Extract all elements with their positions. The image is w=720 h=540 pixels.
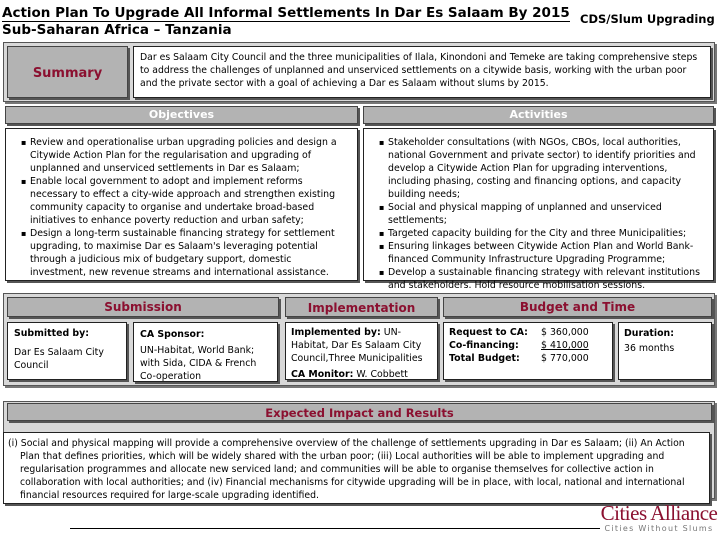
submitted-by-box xyxy=(7,322,127,380)
implemented-by-value: UN-Habitat, Dar Es Salaam City Council,Three Municipalities xyxy=(291,327,423,364)
page-title: Action Plan To Upgrade All Informal Settlements In Dar Es Salaam By 2015 xyxy=(2,5,570,21)
logo-tagline: Cities Without Slums xyxy=(604,524,714,533)
request-label: Request to CA: xyxy=(449,327,528,338)
implemented-by xyxy=(291,326,432,365)
logo-name: Cities Alliance xyxy=(600,501,718,525)
activity-item: ▪ Social and physical mapping of unplanned and unserviced settlements; xyxy=(388,201,709,227)
objective-item: ▪ Enable local government to adopt and implement reforms necessary to effect a city-wide approach and strengthen existing community capacity to organise and undertake broad-based initiatives to enhance poverty reduction and urban safety; xyxy=(30,175,349,227)
activity-item: ▪ Stakeholder consultations (with NGOs, CBOs, local authorities, national Government and private sector) to identify priorities and develop a Citywide Action Plan for upgrading interventions, including phasing, costing and financing options, and capacity building needs; xyxy=(388,136,709,201)
summary-text: Dar es Salaam City Council and the three municipalities of Ilala, Kinondoni and Temeke are taking comprehensive steps to address the challenges of unplanned and unserviced settlements on a citywide basis, working with the urban poor and the private sector with a goal of achieving a Dar es Salaam without slums by 2015. xyxy=(133,46,711,98)
footer-line xyxy=(70,528,600,529)
category-label: CDS/Slum Upgrading xyxy=(580,12,715,26)
total-value: $ 770,000 xyxy=(541,353,589,364)
cofinancing-value: $ 410,000 xyxy=(541,340,589,351)
cities-alliance-logo xyxy=(600,502,718,533)
summary-heading: Summary xyxy=(32,66,103,81)
sponsor-value: UN-Habitat, World Bank; with Sida, CIDA & French Co-operation xyxy=(140,345,257,382)
submission-header: Submission xyxy=(7,297,279,317)
objective-item: ▪ Design a long-term sustainable financing strategy for settlement upgrading, to maximise Dar es Salaam's leveraging potential through a judicious mix of budgetary support, domestic investment, new revenue streams and international assistance. xyxy=(30,227,349,279)
objectives-panel xyxy=(5,128,358,281)
request-value: $ 360,000 xyxy=(541,327,589,338)
monitor-label: CA Monitor: xyxy=(291,369,354,380)
objective-item: ▪ Review and operationalise urban upgrading policies and design a Citywide Action Plan for the regularisation and upgrading of unplanned and unserviced settlements in Dar es Salaam; xyxy=(30,136,349,175)
sponsor-label: CA Sponsor: xyxy=(140,329,205,340)
duration-box xyxy=(618,322,712,380)
impact-header: Expected Impact and Results xyxy=(7,403,712,421)
activity-item: ▪ Develop a sustainable financing strategy with relevant institutions and stakeholders. Hold resource mobilisation sessions. xyxy=(388,266,709,292)
total-label: Total Budget: xyxy=(449,353,520,364)
activities-panel xyxy=(363,128,714,291)
activities-header: Activities xyxy=(363,106,714,124)
monitor-value: W. Cobbett xyxy=(356,369,408,380)
submitted-by-label: Submitted by: xyxy=(14,328,89,339)
submitted-by-value: Dar Es Salaam City Council xyxy=(14,347,104,371)
activity-item: ▪ Ensuring linkages between Citywide Action Plan and World Bank-financed Community Infrastructure Upgrading Programme; xyxy=(388,240,709,266)
objectives-header: Objectives xyxy=(5,106,358,124)
implementation-header: Implementation xyxy=(285,297,438,317)
budget-box xyxy=(443,322,613,380)
activity-item: ▪ Targeted capacity building for the City and three Municipalities; xyxy=(388,227,709,240)
implementation-box xyxy=(285,322,438,380)
implemented-by-label: Implemented by: xyxy=(291,327,381,338)
budget-header: Budget and Time xyxy=(443,297,712,317)
summary-label xyxy=(7,46,128,98)
duration-label: Duration: xyxy=(624,328,674,339)
page-subtitle: Sub-Saharan Africa – Tanzania xyxy=(2,22,232,38)
duration-value: 36 months xyxy=(624,343,675,354)
cofinancing-label: Co-financing: xyxy=(449,340,519,351)
impact-text: (i) Social and physical mapping will provide a comprehensive overview of the challenge of settlements upgrading in Dar es Salaam; (ii) An Action Plan that defines priorities, which will be widely shared with the urban poor; (iii) Local authorities will be able to implement upgrading and regularisation programmes and allocate new serviced land; and communities will be able to organise themselves for collective action in collaboration with local authorities; and (iv) Financial mechanisms for citywide upgrading will be in place, with local, national and international financial resources required for large-scale upgrading identified. xyxy=(3,432,710,504)
sponsor-box xyxy=(133,322,278,382)
monitor xyxy=(291,368,432,381)
